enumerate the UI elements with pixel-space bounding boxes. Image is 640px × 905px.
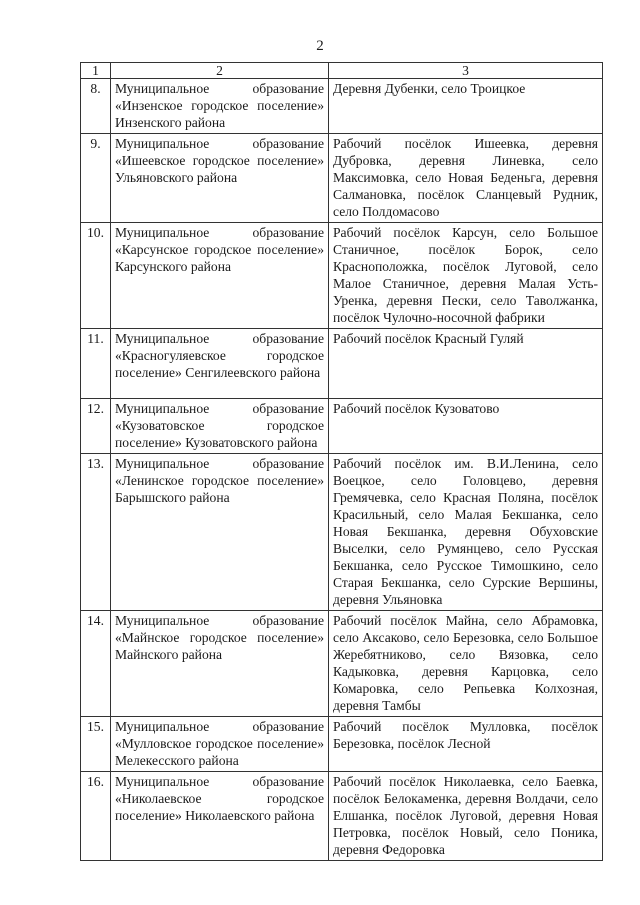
table-row (81, 329, 603, 399)
table-row (81, 399, 603, 454)
row-number: 9. (81, 134, 111, 223)
municipality-cell: Муниципальное образование «Ишеевское городское поселение» Ульяновского района (111, 134, 329, 223)
table-row (81, 223, 603, 329)
settlements-cell: Рабочий посёлок Карсун, село Большое Станичное, посёлок Борок, село Красноположка, посёлок Луговой, село Малое Станичное, деревня Малая Усть-Уренка, деревня Пески, село Таволжанка, посёлок Чулочно-носочной фабрики (329, 223, 603, 329)
column-header-settlements: 3 (329, 63, 603, 79)
row-number: 13. (81, 454, 111, 611)
column-header-number: 1 (81, 63, 111, 79)
row-number: 15. (81, 717, 111, 772)
municipality-cell: Муниципальное образование «Николаевское городское поселение» Николаевского района (111, 772, 329, 861)
row-number: 10. (81, 223, 111, 329)
settlements-cell: Рабочий посёлок Майна, село Абрамовка, село Аксаково, село Березовка, село Большое Жеребятниково, село Вязовка, село Кадыковка, деревня Карцовка, село Комаровка, село Репьевка Колхозная, деревня Тамбы (329, 611, 603, 717)
table-header-row (81, 63, 603, 79)
row-number: 12. (81, 399, 111, 454)
row-number: 8. (81, 79, 111, 134)
page-number: 2 (316, 38, 324, 54)
settlements-cell: Рабочий посёлок Красный Гуляй (329, 329, 603, 399)
municipality-cell: Муниципальное образование «Красногуляевское городское поселение» Сенгилеевского района (111, 329, 329, 399)
row-number: 11. (81, 329, 111, 399)
settlements-cell: Рабочий посёлок Кузоватово (329, 399, 603, 454)
column-header-municipality: 2 (111, 63, 329, 79)
municipality-cell: Муниципальное образование «Инзенское городское поселение» Инзенского района (111, 79, 329, 134)
settlements-table (80, 62, 603, 861)
settlements-cell: Рабочий посёлок Мулловка, посёлок Березовка, посёлок Лесной (329, 717, 603, 772)
municipality-cell: Муниципальное образование «Майнское городское поселение» Майнского района (111, 611, 329, 717)
table-row (81, 79, 603, 134)
municipality-cell: Муниципальное образование «Кузоватовское городское поселение» Кузоватовского района (111, 399, 329, 454)
settlements-cell: Рабочий посёлок Ишеевка, деревня Дубровка, деревня Линевка, село Максимовка, село Новая Беденьга, деревня Салмановка, посёлок Сланцевый Рудник, село Полдомасово (329, 134, 603, 223)
row-number: 16. (81, 772, 111, 861)
municipality-cell: Муниципальное образование «Ленинское городское поселение» Барышского района (111, 454, 329, 611)
municipality-cell: Муниципальное образование «Мулловское городское поселение» Мелекесского района (111, 717, 329, 772)
table-row (81, 772, 603, 861)
row-number: 14. (81, 611, 111, 717)
settlements-cell: Рабочий посёлок Николаевка, село Баевка, посёлок Белокаменка, деревня Волдачи, село Елшанка, посёлок Луговой, деревня Новая Петровка, посёлок Новый, село Поника, деревня Федоровка (329, 772, 603, 861)
table-row (81, 717, 603, 772)
municipality-cell: Муниципальное образование «Карсунское городское поселение» Карсунского района (111, 223, 329, 329)
settlements-cell: Деревня Дубенки, село Троицкое (329, 79, 603, 134)
table-row (81, 134, 603, 223)
settlements-cell: Рабочий посёлок им. В.И.Ленина, село Воецкое, село Головцево, деревня Гремячевка, село Красная Поляна, посёлок Красильный, село Малая Бекшанка, село Новая Бекшанка, деревня Обуховские Выселки, село Румянцево, село Русская Бекшанка, село Русское Тимошкино, село Старая Бекшанка, село Сурские Вершины, деревня Ульяновка (329, 454, 603, 611)
table-row (81, 454, 603, 611)
table-row (81, 611, 603, 717)
